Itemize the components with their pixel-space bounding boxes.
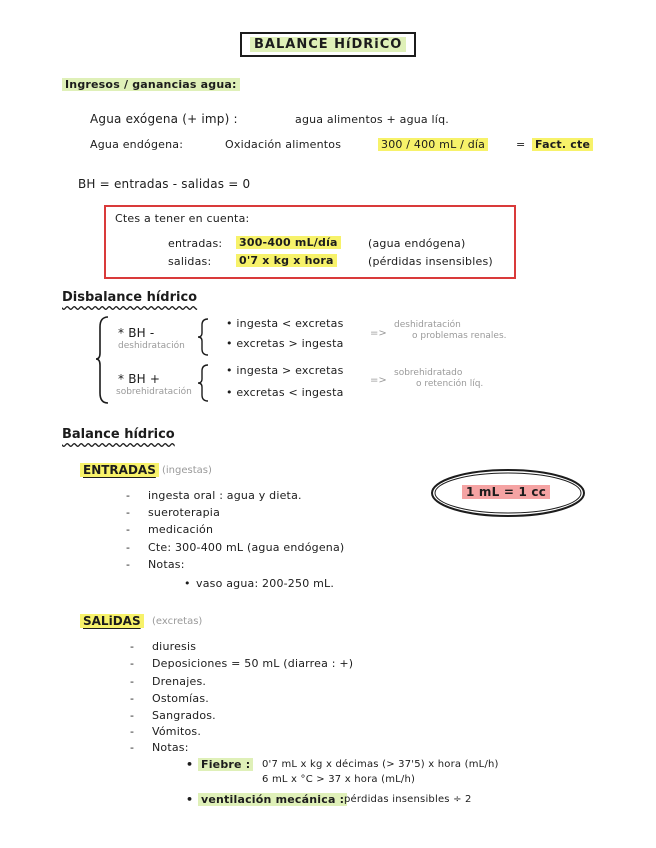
disbalance-heading: Disbalance hídrico	[62, 290, 198, 305]
ctes-entradas-note: (agua endógena)	[368, 237, 466, 250]
entradas-item-4: - Cte: 300-400 mL (agua endógena)	[148, 541, 344, 554]
salidas-item-4: - Ostomías.	[152, 692, 209, 705]
salidas-heading	[80, 614, 144, 628]
salidas-item-5: - Sangrados.	[152, 709, 216, 722]
bh-positive-sub: sobrehidratación	[116, 387, 192, 397]
salidas-item-6: - Vómitos.	[152, 725, 201, 738]
neg-result-2: o problemas renales.	[412, 331, 507, 341]
bh-positive-label: * BH +	[118, 372, 161, 386]
pos-item-1-text: ingesta > excretas	[236, 364, 344, 377]
ctes-salidas-label: salidas:	[168, 255, 212, 268]
ingresos-heading	[62, 78, 240, 91]
ctes-salidas-note: (pérdidas insensibles)	[368, 255, 493, 268]
pos-brace	[198, 365, 208, 401]
entradas-item-1: - ingesta oral : agua y dieta.	[148, 489, 302, 502]
pos-arrow: =>	[370, 375, 387, 386]
oval-text	[462, 485, 550, 499]
salidas-item-7: - Notas:	[152, 741, 189, 754]
ctes-entradas-value	[236, 236, 341, 249]
agua-exogena-value: agua alimentos + agua líq.	[295, 113, 449, 126]
fact-cte-tag	[532, 138, 593, 151]
salidas-item-1: - diuresis	[152, 640, 196, 653]
neg-item-1-text: ingesta < excretas	[236, 317, 344, 330]
fiebre-label	[198, 758, 253, 771]
neg-result-1: deshidratación	[394, 320, 461, 330]
salidas-heading-text: SALiDAS	[80, 614, 144, 628]
agua-endogena-text: Oxidación alimentos	[225, 138, 342, 151]
ctes-salidas-value	[236, 254, 337, 267]
neg-item-2-text: excretas > ingesta	[236, 337, 344, 350]
pos-result-1: sobrehidratado	[394, 368, 463, 378]
oval-text-value: 1 mL = 1 cc	[462, 485, 550, 499]
ventilacion-value: pérdidas insensibles ÷ 2	[344, 794, 472, 805]
entradas-item-3: - medicación	[148, 523, 213, 536]
neg-arrow: =>	[370, 328, 387, 339]
pos-item-2-text: excretas < ingesta	[236, 386, 344, 399]
salidas-item-2: - Deposiciones = 50 mL (diarrea : +)	[152, 657, 353, 670]
pos-item-2: • excretas < ingesta	[226, 386, 344, 399]
pos-item-1: • ingesta > excretas	[226, 364, 344, 377]
fiebre-label-text: Fiebre :	[198, 758, 253, 771]
fiebre-line-1: 0'7 mL x kg x décimas (> 37'5) x hora (mL/h)	[262, 759, 499, 770]
entradas-note: • vaso agua: 200-250 mL.	[196, 577, 334, 590]
fiebre-line-2: 6 mL x °C > 37 x hora (mL/h)	[262, 774, 416, 785]
neg-item-1: • ingesta < excretas	[226, 317, 344, 330]
pos-result-2: o retención líq.	[416, 379, 484, 389]
neg-brace	[198, 319, 208, 355]
agua-endogena-value-text: 300 / 400 mL / día	[378, 138, 488, 151]
salidas-item-3: - Drenajes.	[152, 675, 206, 688]
agua-endogena-label: Agua endógena:	[90, 138, 184, 151]
ctes-entradas-label: entradas:	[168, 237, 223, 250]
entradas-item-2: - sueroterapia	[148, 506, 220, 519]
ventilacion-label	[198, 793, 347, 806]
entradas-sub: (ingestas)	[162, 465, 212, 476]
entradas-item-5: - Notas:	[148, 558, 185, 571]
outer-brace	[96, 317, 108, 403]
fact-cte-tag-text: Fact. cte	[532, 138, 593, 151]
bh-formula: BH = entradas - salidas = 0	[78, 177, 251, 191]
page-title-text: BALANCE HíDRiCO	[250, 37, 406, 52]
agua-exogena-label: Agua exógena (+ imp) :	[90, 112, 238, 126]
balance-heading: Balance hídrico	[62, 427, 175, 442]
bh-negative-label: * BH -	[118, 326, 155, 340]
ctes-entradas-value-text: 300-400 mL/día	[236, 236, 341, 249]
bh-negative-sub: deshidratación	[118, 341, 185, 351]
agua-endogena-value	[378, 138, 488, 151]
agua-endogena-eq: =	[516, 138, 526, 151]
ingresos-heading-text: Ingresos / ganancias agua:	[62, 78, 240, 91]
neg-item-2: • excretas > ingesta	[226, 337, 344, 350]
entradas-heading	[80, 463, 159, 477]
entradas-heading-text: ENTRADAS	[80, 463, 159, 477]
ventilacion-label-text: ventilación mecánica :	[198, 793, 347, 806]
page-title	[240, 32, 416, 57]
ctes-salidas-value-text: 0'7 x kg x hora	[236, 254, 337, 267]
ctes-heading: Ctes a tener en cuenta:	[115, 212, 250, 225]
salidas-sub: (excretas)	[152, 616, 203, 627]
